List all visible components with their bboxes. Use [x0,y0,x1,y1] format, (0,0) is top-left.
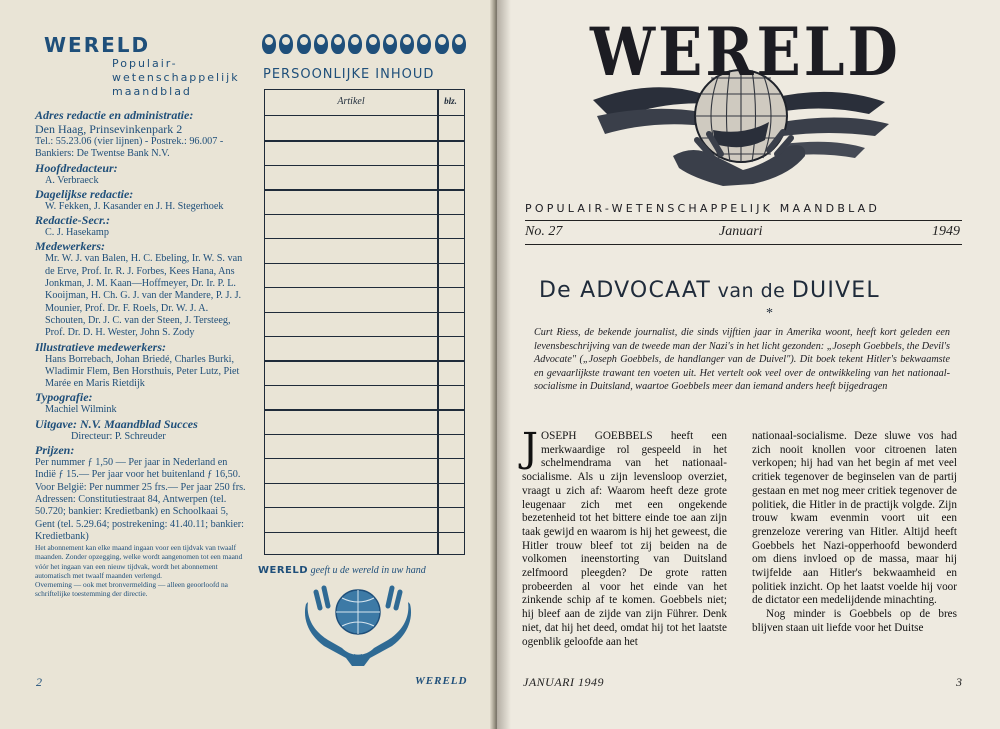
issue-month: Januari [719,224,763,239]
colofon-hd-13: Typografie: [35,390,93,405]
toc-row-line [265,336,464,337]
toc-title: PERSOONLIJKE INHOUD [263,67,435,82]
globe-icon [452,34,466,54]
left-footer-title: WERELD [415,675,468,687]
globe-icon [297,34,311,54]
colofon-hd-9: Medewerkers: [35,239,105,254]
toc-row-line [265,507,464,508]
colofon-hdbig-15: Uitgave: N.V. Maandblad Succes [35,416,198,431]
colofon-ind-4: A. Verbraeck [45,174,99,186]
right-page [497,0,1000,729]
colofon-hd-7: Redactie-Secr.: [35,213,110,228]
toc-header [265,90,464,116]
toc-col-page: blz. [444,96,457,106]
colofon-ind2-16: Directeur: P. Schreuder [71,430,166,442]
globe-icon [400,34,414,54]
toc-row-line [265,189,464,190]
dropcap: J [522,425,539,471]
colofon-fine-20: Het abonnement kan elke maand ingaan voor een tijdvak van twaalf maanden. Zonder opzegging, welke wordt aangenomen tot een maand vóór het ingaan van een nieuw tijdvak, wordt het abonnement automatisch met twaalf maanden verlengd. [35,543,243,580]
colofon-plain-19: Voor België: Per nummer 25 frs.— Per jaar 250 frs. Adressen: Constitutiestraat 84, Antwerpen (tel. 50.720; bankier: Kredietbank) en Schoolkaai 5, Gent (tel. 5.29.64; postrekening: 41.40.11; bankier: Kredietbank) [35,481,246,542]
colofon [35,108,250,598]
globe-icon [435,34,449,54]
article-column-1: JOSEPH GOEBBELS heeft een merkwaardige rol gespeeld in het schelmendrama van het nationaal-socialisme. Als u zijn levensloop overziet, vraagt u zich af: Waarom heeft deze grote leugenaar zich met een ongekende bezetenheid tot het bittere einde toe aan zijn taak gewijd en waarom is hij het geweest, die Hitler trouw bleef tot zij beiden na de volkomen ineenstorting van Duitsland zelfmoord pleegden? De grote ratten probeerden al voor het einde van het zinkende schip af te komen. Goebbels niet; hij bleef aan de zijde van zijn Führer. Denk niet, dat hij het deed, omdat hij tot het laatste ogenblik geloofde aan het [522,425,727,648]
toc-row-line [265,263,464,264]
colofon-hd-3: Hoofdredacteur: [35,160,118,175]
right-footer-date: JANUARI 1949 [523,675,604,689]
toc-row-line [265,360,464,361]
colofon-hd-5: Dagelijkse redactie: [35,186,134,201]
globe-icon [417,34,431,54]
globe-icon [366,34,380,54]
colofon-ind-14: Machiel Wilmink [45,404,117,416]
issue-number: No. 27 [525,224,563,239]
colofon-ind-8: C. J. Hasekamp [45,227,109,239]
toc-row-line [265,483,464,484]
left-masthead: WERELD [44,33,151,57]
toc-row-line [265,458,464,459]
toc-row-line [265,532,464,533]
colofon-ind-12: Hans Borrebach, Johan Briedé, Charles Burki, Wladimir Flem, Ben Horsthuis, Peter Lutz, Piet Marée en Maris Rietdijk [45,353,240,390]
toc-column-divider [437,90,439,554]
toc-footer: WERELD geeft u de wereld in uw hand [258,565,426,576]
toc-row-line [265,238,464,239]
globe-icon [262,34,276,54]
article-intro: Curt Riess, de bekende journalist, die sinds vijftien jaar in Amerika woont, heeft kort geleden een levensbeschrijving van de tweede man der Nazi's in het licht gezonden: „Joseph Goebbels, the Devil's Advocate" („Joseph Goebbels, de handlanger van de Duivel"). Dit boek tekent Hitler's bekwaamste en gevaarlijkste trawant ten voeten uit. Het vertelt ook veel over de ontwikkeling van het nationaal-socialisme in Duitsland, waartoe Goebbels meer dan iemand anders heeft bijgedragen [534,327,951,393]
toc-row-line [265,214,464,215]
colofon-hd-17: Prijzen: [35,443,75,458]
globe-icon [314,34,328,54]
toc-row-line [265,165,464,166]
globe-in-hands-icon [302,582,414,666]
toc-col-article: Artikel [337,96,365,107]
colofon-plain-2: Tel.: 55.23.06 (vier lijnen) - Postrek.: 96.007 - Bankiers: De Twentse Bank N.V. [35,136,224,160]
article-column-2: nationaal-socialisme. Deze sluwe vos had zich nooit knollen voor citroenen laten verkopen; hij had van het begin af met veel critiek tegenover de beginselen van de partij gestaan en met nog meer critiek tegenover de politiek, die Hitler in de practijk volgde. Zijn trouw kwam evenmin voort uit een grenzeloze verering van Hitler. Altijd heeft Goebbels het Nazi-opperhoofd bewonderd om diens invloed op de massa, maar hij twijfelde aan Hitler's bekwaamheid en politiek inzicht. Op het laatst voelde hij voor de dictator een medelijdende minachting. Nog minder is Goebbels op de bres blijven staan uit liefde voor het Duitse [752,430,957,634]
globe-icon [279,34,293,54]
toc-row-line [265,409,464,410]
toc-row-line [265,312,464,313]
article-title: De ADVOCAAT van de DUIVEL [539,278,880,303]
toc-row-line [265,434,464,435]
right-subtitle: POPULAIR-WETENSCHAPPELIJK MAANDBLAD [525,202,881,215]
toc-table [264,89,465,555]
issue-bar [525,220,962,245]
issue-year: 1949 [932,224,960,239]
globe-icon [383,34,397,54]
left-page-number: 2 [36,675,42,689]
colofon-adres-1: Den Haag, Prinsevinkenpark 2 [35,122,183,136]
decorative-icon-row [262,34,466,56]
colofon-plain-18: Per nummer ƒ 1,50 — Per jaar in Nederland en Indië ƒ 15.— Per jaar voor het buitenland ƒ 16,50. [35,457,241,481]
right-masthead: WERELD [590,13,901,92]
colofon-ind-10: Mr. W. J. van Balen, H. C. Ebeling, Ir. W. S. van de Erve, Prof. Ir. R. J. Forbes, Kees Hana, Ans Jonkman, J. M. Kaan—Hoffmeyer, Dr. Ir. P. L. Kooijman, H. Ch. G. J. van der Mandere, P. J. J. Mounier, Prof. Dr. F. Roels, Dr. W. J. A. Schouten, Dr. J. C. van der Steen, J. Tersteeg, Prof. Dr. D. H. Wester, John S. Zody [45,253,243,339]
toc-row-line [265,140,464,141]
globe-icon [331,34,345,54]
title-ornament: * [766,306,773,321]
left-page [0,0,494,729]
colofon-fine-21: Overneming — ook met bronvermelding — alleen geoorloofd na schriftelijke toestemming der directie. [35,579,228,599]
colofon-hd-0: Adres redactie en administratie: [35,108,194,122]
left-subtitle: Populair- wetenschappelijk maandblad [112,57,240,98]
toc-row-line [265,287,464,288]
globe-icon [348,34,362,54]
right-page-number: 3 [956,675,962,689]
toc-row-line [265,385,464,386]
colofon-ind-6: W. Fekken, J. Kasander en J. H. Stegerhoek [45,200,224,212]
colofon-hd-11: Illustratieve medewerkers: [35,339,166,354]
